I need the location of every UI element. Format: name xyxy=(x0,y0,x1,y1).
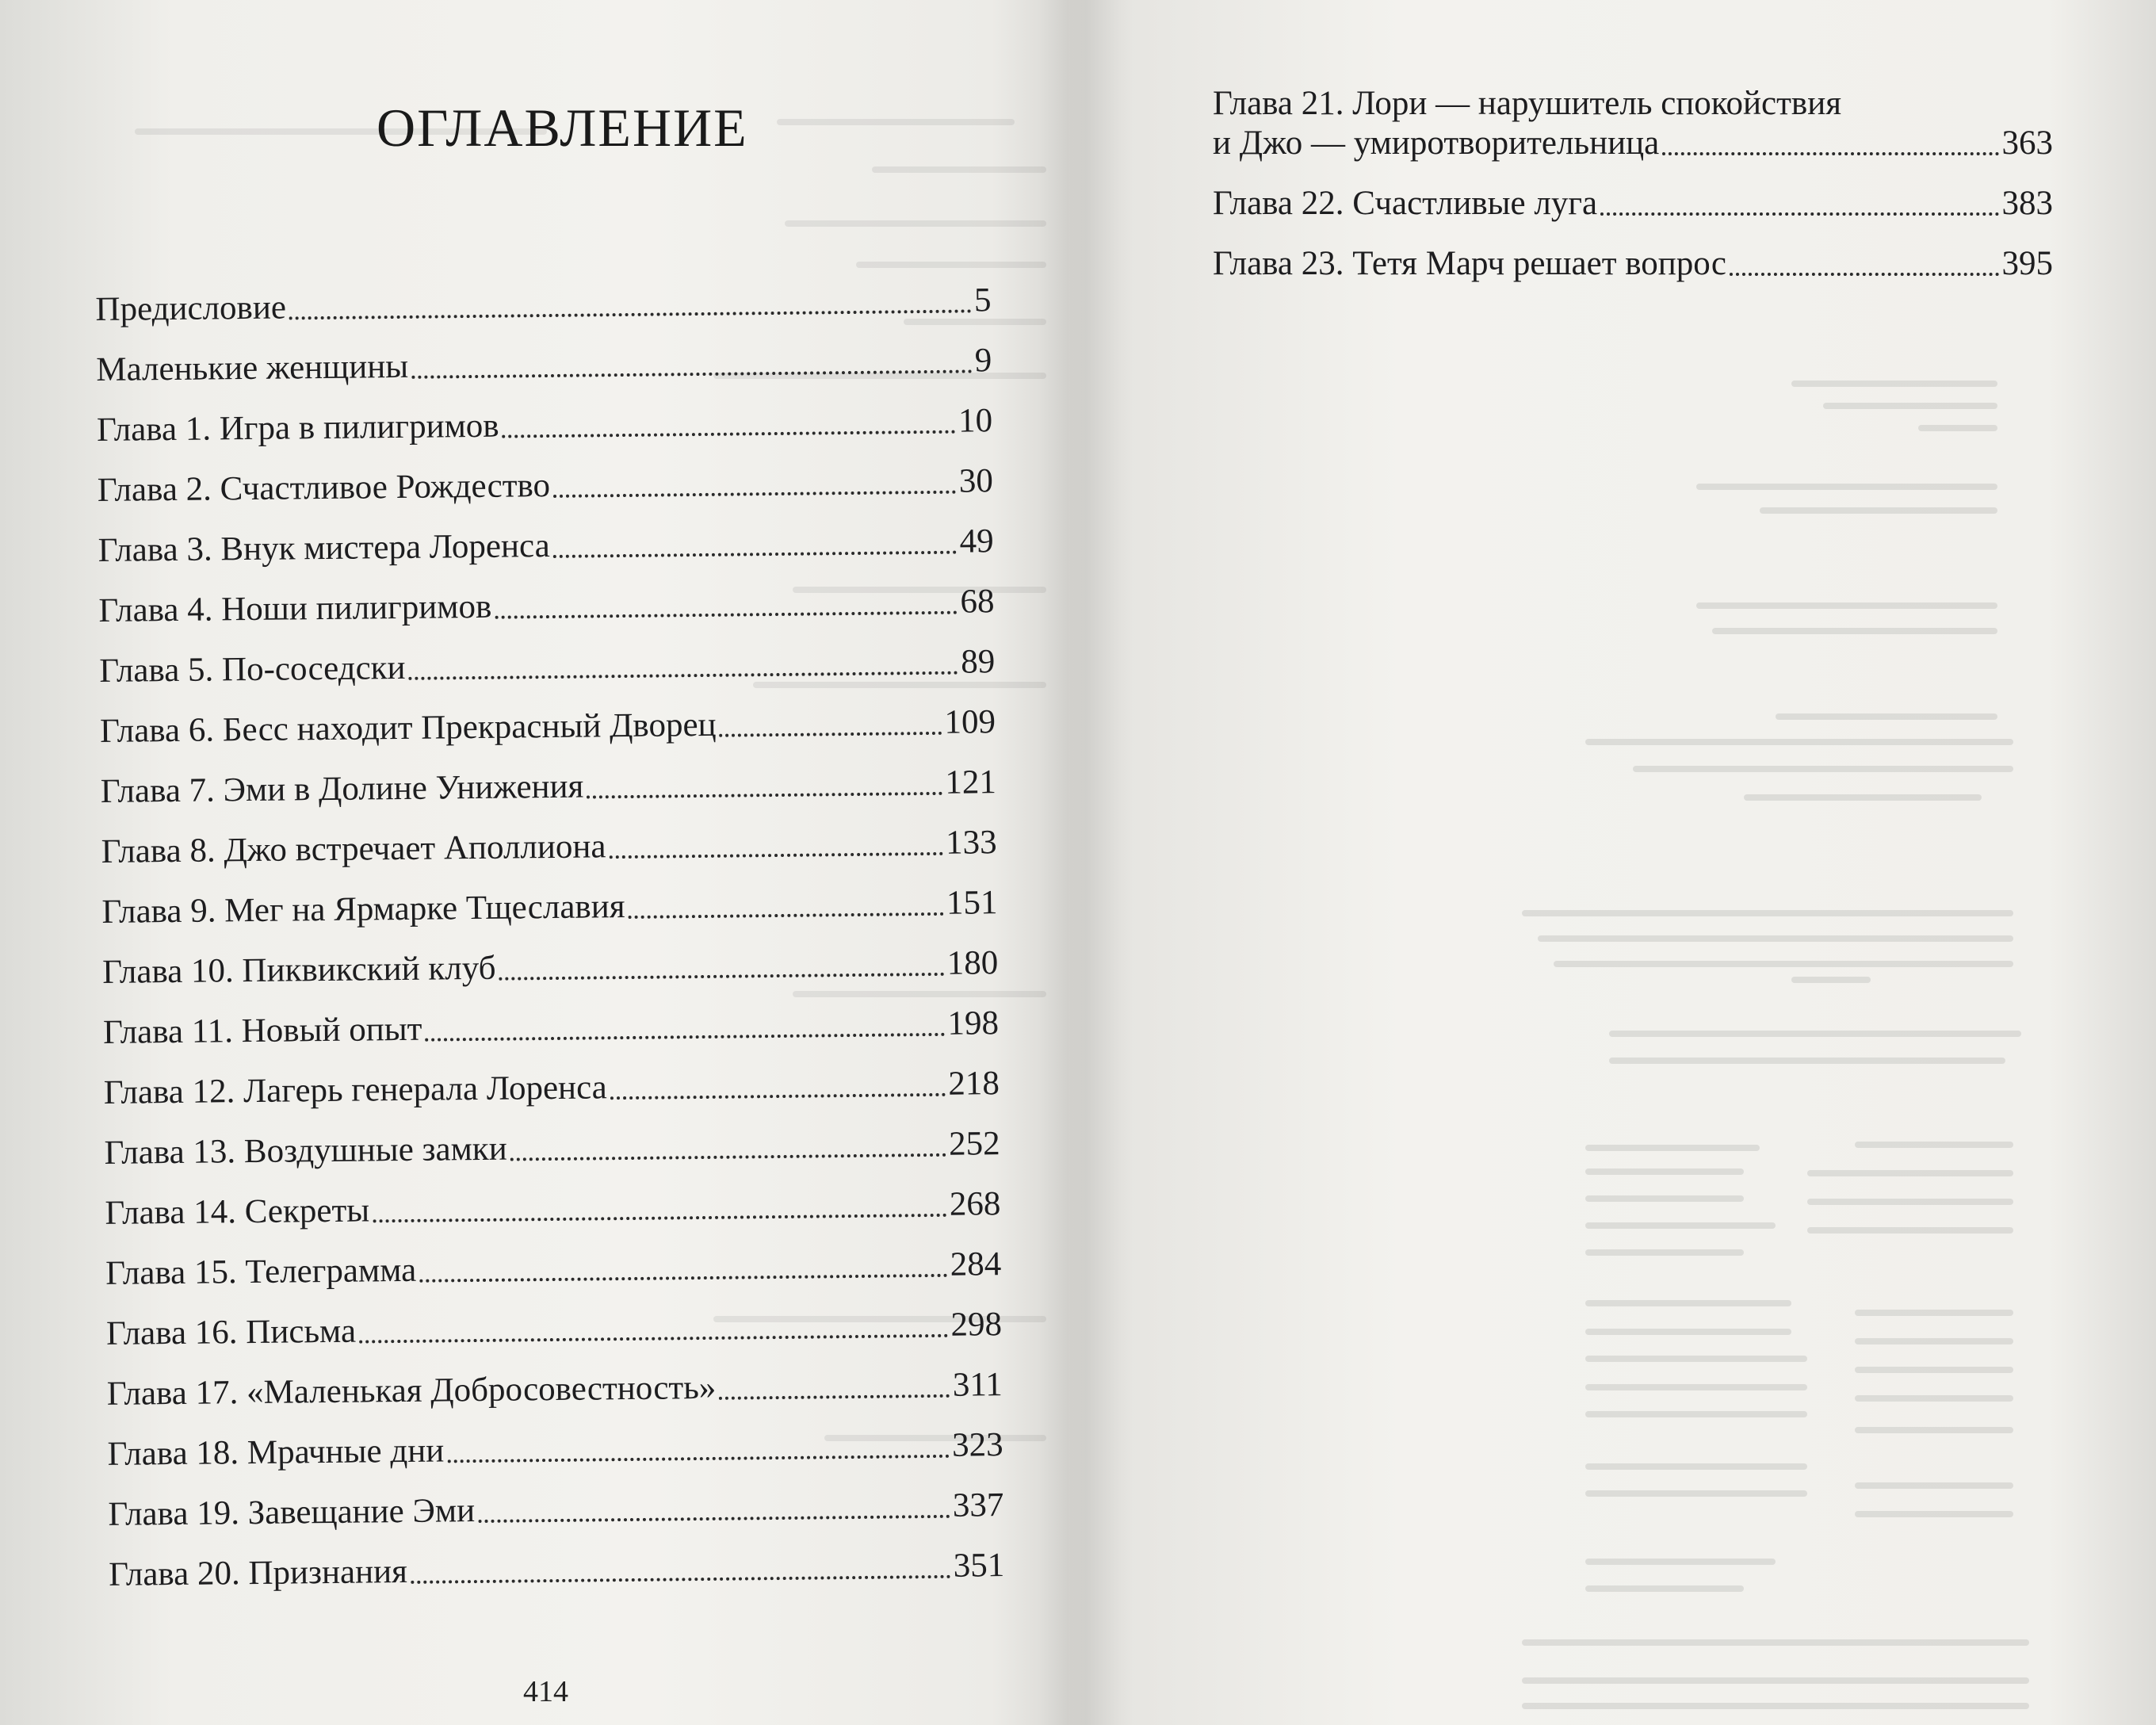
entry-title: Глава 7. Эми в Долине Унижения xyxy=(100,767,584,810)
toc-entry xyxy=(97,381,993,450)
entry-title: Глава 13. Воздушные замки xyxy=(104,1130,507,1172)
page-number: 414 xyxy=(523,1675,568,1708)
dot-leader xyxy=(1600,212,1998,216)
toc-entry xyxy=(107,1405,1003,1474)
toc-entry xyxy=(1213,224,2053,284)
dot-leader xyxy=(1730,273,1999,276)
entry-title: Глава 6. Бесс находит Прекрасный Дворец xyxy=(99,706,717,750)
toc-title: ОГЛАВЛЕНИЕ xyxy=(377,98,748,158)
entry-title: Маленькие женщины xyxy=(96,347,409,388)
dot-leader xyxy=(503,430,956,438)
toc-entry xyxy=(109,1525,1005,1595)
entry-page-number: 49 xyxy=(959,522,994,560)
dot-leader xyxy=(419,1274,947,1283)
entry-page-number: 395 xyxy=(2001,245,2053,282)
toc-entry xyxy=(105,1164,1001,1234)
entry-title: Глава 11. Новый опыт xyxy=(102,1010,422,1051)
entry-page-number: 268 xyxy=(949,1185,1001,1223)
entry-page-number: 121 xyxy=(945,763,997,801)
dot-leader xyxy=(359,1334,947,1344)
entry-title: Глава 19. Завещание Эми xyxy=(108,1492,476,1533)
entry-title: Глава 18. Мрачные дни xyxy=(107,1432,445,1473)
toc-entry xyxy=(99,622,996,691)
entry-title: Глава 12. Лагерь генерала Лоренса xyxy=(103,1069,607,1111)
entry-page-number: 5 xyxy=(973,281,992,319)
entry-page-number: 30 xyxy=(958,462,994,500)
toc-entry xyxy=(106,1344,1003,1414)
toc-entry xyxy=(97,441,993,511)
entry-title: Глава 14. Секреты xyxy=(105,1191,370,1232)
toc-entry xyxy=(96,320,992,390)
entry-title: Глава 20. Признания xyxy=(108,1552,408,1593)
entry-page-number: 109 xyxy=(944,703,996,741)
toc-entry xyxy=(97,501,994,571)
toc-entry xyxy=(102,923,999,993)
entry-title: Глава 2. Счастливое Рождество xyxy=(97,467,551,509)
dot-leader xyxy=(409,671,958,680)
toc-entry xyxy=(108,1465,1004,1535)
entry-title: Глава 8. Джо встречает Аполлиона xyxy=(101,828,606,870)
dot-leader xyxy=(447,1455,949,1463)
entry-page-number: 198 xyxy=(947,1004,1000,1042)
dot-leader xyxy=(478,1515,950,1523)
entry-title: Глава 9. Мег на Ярмарке Тщеславия xyxy=(101,888,625,931)
entry-page-number: 351 xyxy=(953,1547,1005,1585)
entry-title: Предисловие xyxy=(95,289,287,328)
toc-list-left xyxy=(95,260,1004,1595)
entry-title: Глава 4. Ноши пилигримов xyxy=(98,587,492,629)
entry-page-number: 298 xyxy=(950,1306,1003,1344)
dot-leader xyxy=(426,1033,945,1042)
entry-title: Глава 5. По-соседски xyxy=(99,648,406,690)
toc-entry xyxy=(1213,163,2053,224)
toc-entry xyxy=(106,1284,1003,1354)
entry-page-number: 9 xyxy=(974,342,992,380)
entry-page-number: 218 xyxy=(948,1065,1000,1103)
entry-title: Глава 16. Письма xyxy=(105,1312,357,1352)
toc-entry xyxy=(98,561,995,631)
entry-page-number: 323 xyxy=(951,1426,1003,1464)
toc-entry xyxy=(103,983,1000,1053)
toc-entry xyxy=(101,862,998,932)
entry-title: Глава 1. Игра в пилигримов xyxy=(96,407,499,449)
toc-entry xyxy=(100,682,996,752)
dot-leader xyxy=(553,491,956,498)
dot-leader xyxy=(499,973,944,981)
toc-entry xyxy=(104,1103,1000,1173)
entry-title: Глава 17. «Маленькая Добросовестность» xyxy=(106,1368,717,1413)
entry-page-number: 363 xyxy=(2001,124,2053,162)
dot-leader xyxy=(720,732,942,737)
toc-entry xyxy=(101,802,997,872)
entry-title: Глава 22. Счастливые луга xyxy=(1213,185,1598,222)
dot-leader xyxy=(411,369,972,378)
dot-leader xyxy=(553,551,957,558)
dot-leader xyxy=(610,852,943,859)
dot-leader xyxy=(587,792,942,799)
dot-leader xyxy=(610,1093,946,1100)
entry-page-number: 151 xyxy=(946,884,998,922)
entry-title: Глава 15. Телеграмма xyxy=(105,1251,417,1292)
entry-page-number: 89 xyxy=(960,643,996,681)
entry-title: Глава 10. Пиквикский клуб xyxy=(102,949,496,991)
entry-page-number: 68 xyxy=(960,583,995,621)
dot-leader xyxy=(510,1153,946,1161)
entry-title: Глава 23. Тетя Марч решает вопрос xyxy=(1213,245,1726,282)
entry-title-line-2: и Джо — умиротворительница xyxy=(1213,124,1660,162)
dot-leader xyxy=(495,611,957,619)
entry-title: Глава 3. Внук мистера Лоренса xyxy=(97,527,550,569)
entry-page-number: 10 xyxy=(958,402,993,440)
entry-page-number: 180 xyxy=(946,944,999,982)
dot-leader xyxy=(719,1394,950,1400)
toc-entry xyxy=(105,1224,1002,1294)
toc-entry xyxy=(95,260,992,330)
entry-page-number: 337 xyxy=(952,1486,1004,1524)
entry-page-number: 311 xyxy=(952,1366,1003,1404)
entry-page-number: 383 xyxy=(2001,185,2053,222)
dot-leader xyxy=(289,309,971,319)
dot-leader xyxy=(411,1575,950,1584)
right-page xyxy=(1078,0,2156,1725)
entry-page-number: 284 xyxy=(950,1245,1002,1283)
toc-entry xyxy=(100,742,996,812)
entry-page-number: 252 xyxy=(948,1125,1000,1163)
toc-list-right xyxy=(1213,63,2053,284)
dot-leader xyxy=(1662,152,1998,155)
toc-entry xyxy=(1213,63,2053,163)
dot-leader xyxy=(373,1214,946,1223)
entry-page-number: 133 xyxy=(945,824,997,862)
entry-title-line-1: Глава 21. Лори — нарушитель спокойствия xyxy=(1213,85,1841,122)
dot-leader xyxy=(629,912,943,919)
entry-row xyxy=(1213,124,2053,163)
toc-entry xyxy=(103,1043,1000,1113)
